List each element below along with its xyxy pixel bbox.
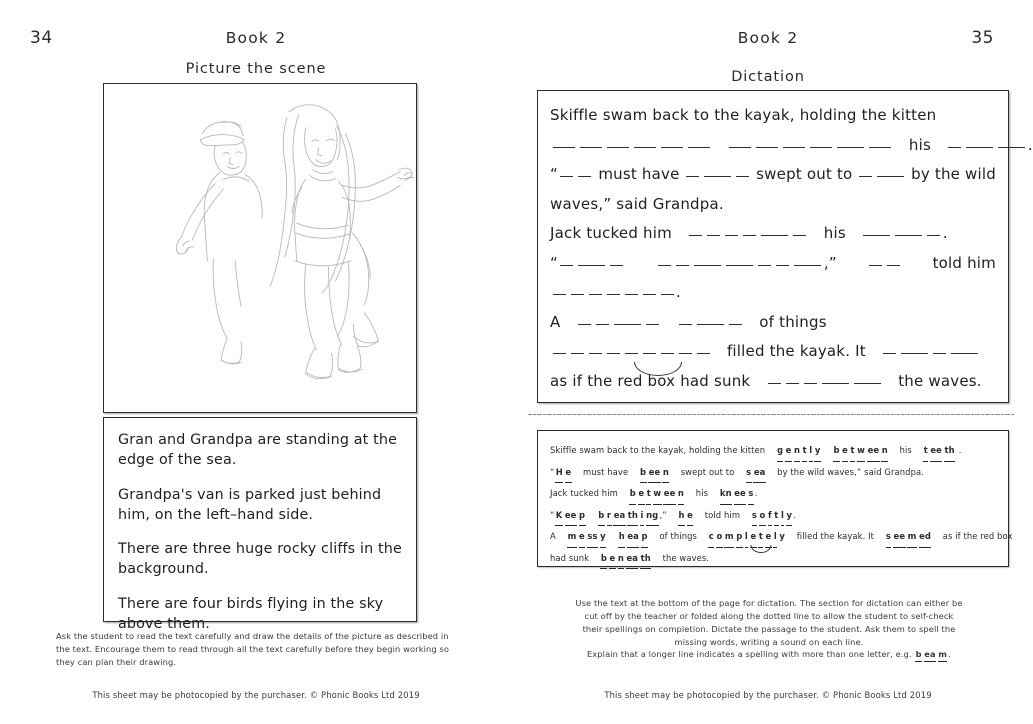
period: . <box>676 283 681 301</box>
blank[interactable] <box>869 147 891 148</box>
blank[interactable] <box>726 265 753 266</box>
period: . <box>942 224 948 242</box>
blank[interactable] <box>596 324 609 325</box>
period: . <box>958 445 962 455</box>
dictation-segment <box>867 249 903 279</box>
blank[interactable] <box>694 265 721 266</box>
period: . <box>793 509 797 520</box>
blank[interactable] <box>688 147 710 148</box>
blank[interactable] <box>948 147 961 148</box>
blank[interactable] <box>859 176 872 177</box>
answer-text: had sunk <box>550 552 590 563</box>
blank[interactable] <box>901 353 928 354</box>
dictation-segment <box>684 160 752 190</box>
blank[interactable] <box>704 176 731 177</box>
dictation-segment: “ <box>550 249 626 279</box>
blank[interactable] <box>768 383 781 384</box>
book-title-left: Book 2 <box>225 29 287 47</box>
illustration-gran-and-grandpa <box>104 84 416 412</box>
answer-text: Skiffle swam back to the kayak, holding the kitten <box>550 445 766 455</box>
teacher-note-right <box>574 597 964 662</box>
period: . <box>754 488 758 498</box>
answer-line <box>550 462 996 484</box>
answer-text: the waves. <box>662 552 710 563</box>
answer-text: his <box>899 445 912 455</box>
blank[interactable] <box>625 294 638 295</box>
blank[interactable] <box>756 147 778 148</box>
blank[interactable] <box>887 265 900 266</box>
dictation-line <box>550 190 996 220</box>
page-number-left: 34 <box>30 28 53 48</box>
dictation-text: A <box>550 312 561 331</box>
answer-text: by the wild waves,” said Grandpa. <box>777 466 925 477</box>
blank[interactable] <box>729 324 742 325</box>
dictation-text: of things <box>759 312 827 331</box>
blank[interactable] <box>837 147 864 148</box>
blank[interactable] <box>933 353 946 354</box>
section-title-picture-the-scene: Picture the scene <box>185 61 327 77</box>
blank[interactable] <box>589 353 602 354</box>
page-number-right: 35 <box>971 28 994 48</box>
dictation-exercise-box[interactable] <box>537 90 1033 403</box>
scene-description-box <box>103 417 417 633</box>
dictation-line <box>550 101 996 131</box>
blank[interactable] <box>689 235 702 236</box>
answer-line <box>550 440 996 462</box>
dictation-line <box>550 131 1033 161</box>
blank[interactable] <box>658 265 671 266</box>
blank[interactable] <box>793 235 806 236</box>
dictation-text: filled the kayak. It <box>726 342 866 360</box>
graphemes-between: b e t w ee n <box>628 488 685 498</box>
answer-text: Jack tucked him <box>550 488 618 498</box>
blank[interactable] <box>869 265 882 266</box>
dictation-segment <box>857 160 907 190</box>
blank[interactable] <box>643 353 656 354</box>
blank[interactable] <box>686 176 699 177</box>
answer-text: of things <box>659 531 697 541</box>
section-title-dictation: Dictation <box>731 69 805 85</box>
period: . <box>1027 135 1033 154</box>
copyright-right: This sheet may be photocopied by the purchaser. © Phonic Books Ltd 2019 <box>604 690 932 700</box>
blank[interactable] <box>578 324 591 325</box>
blank[interactable] <box>794 265 821 266</box>
blank[interactable] <box>610 265 623 266</box>
blank[interactable] <box>560 176 573 177</box>
scene-sentence: There are three huge rocky cliffs in the background. <box>118 541 402 578</box>
dictation-segment: “ <box>550 160 594 190</box>
dictation-text: his <box>908 135 931 154</box>
answer-line <box>550 526 1013 548</box>
blank[interactable] <box>553 353 566 354</box>
blank[interactable] <box>589 294 602 295</box>
graphemes-beneath: b e n ea th <box>600 553 652 563</box>
answer-text: filled the kayak. It <box>796 531 875 541</box>
dictation-text: by the wild <box>911 165 996 183</box>
scene-sentence: Gran and Grandpa are standing at the edge of the sea. <box>118 432 398 469</box>
graphemes-sea: s ea <box>745 467 767 477</box>
blank[interactable] <box>553 147 575 148</box>
answer-text: told him <box>704 509 741 520</box>
answer-text: as if the red box <box>942 531 1013 541</box>
dictation-line <box>550 337 996 367</box>
blank[interactable] <box>761 235 788 236</box>
answer-line <box>550 548 996 570</box>
answer-text: his <box>695 488 709 498</box>
blank[interactable] <box>676 265 689 266</box>
blank[interactable] <box>578 265 605 266</box>
dictation-text: Jack tucked him <box>550 224 672 242</box>
dictation-text: as if the red box had sunk <box>550 371 751 390</box>
drawing-area[interactable] <box>103 83 417 413</box>
blank[interactable] <box>877 176 904 177</box>
blank[interactable] <box>783 147 805 148</box>
graphemes-seemed: s ee m ed <box>885 531 933 541</box>
blank[interactable] <box>661 353 674 354</box>
blank[interactable] <box>883 353 896 354</box>
open-quote: “ <box>550 509 555 520</box>
blank[interactable] <box>998 147 1025 148</box>
graphemes-keep: K ee p <box>554 510 586 520</box>
answer-text: A <box>550 531 556 541</box>
right-page <box>512 0 1033 724</box>
blank[interactable] <box>634 147 656 148</box>
blank[interactable] <box>758 265 771 266</box>
blank[interactable] <box>804 383 817 384</box>
blank[interactable] <box>863 235 890 236</box>
blank[interactable] <box>707 235 720 236</box>
dictation-text: told him <box>932 253 996 272</box>
graphemes-gently: g e n t l y <box>776 445 825 455</box>
graphemes-softly: s o f t l y <box>751 510 794 520</box>
blank[interactable] <box>607 147 629 148</box>
graphemes-he: h e <box>677 510 694 520</box>
dictation-text: swept out to <box>756 165 853 183</box>
blank[interactable] <box>697 353 710 354</box>
answer-text: swept out to <box>680 466 735 477</box>
blank[interactable] <box>614 324 641 325</box>
fold-dotted-line <box>528 414 1014 415</box>
blank[interactable] <box>607 353 620 354</box>
close-quote: ,” <box>659 509 667 520</box>
blank[interactable] <box>607 294 620 295</box>
dictation-line <box>550 219 996 249</box>
open-quote: “ <box>550 466 555 477</box>
dictation-text: Skiffle swam back to the kayak, holding the kitten <box>550 106 937 124</box>
blank[interactable] <box>661 294 674 295</box>
dictation-line <box>550 249 996 279</box>
answer-key-box <box>537 430 1013 567</box>
dictation-line <box>550 367 996 397</box>
graphemes-breathing: b r ea th i ng <box>597 510 660 520</box>
blank[interactable] <box>646 324 659 325</box>
dictation-text: waves,” said Grandpa. <box>550 194 724 213</box>
blank[interactable] <box>697 324 724 325</box>
answer-text: must have <box>583 466 629 477</box>
book-title-right: Book 2 <box>737 29 799 47</box>
dictation-text: his <box>823 224 846 242</box>
answer-line <box>550 483 996 505</box>
blank[interactable] <box>661 147 683 148</box>
blank[interactable] <box>553 294 566 295</box>
blank[interactable] <box>643 294 656 295</box>
blank[interactable] <box>776 265 789 266</box>
blank[interactable] <box>679 353 692 354</box>
answer-line <box>550 505 996 527</box>
blank[interactable] <box>736 176 749 177</box>
blank[interactable] <box>951 353 978 354</box>
copyright-left: This sheet may be photocopied by the purchaser. © Phonic Books Ltd 2019 <box>92 690 420 700</box>
blank[interactable] <box>854 383 881 384</box>
graphemes-he: H e <box>554 467 572 477</box>
blank[interactable] <box>895 235 922 236</box>
blank[interactable] <box>966 147 993 148</box>
teacher-note-example-line: Explain that a longer line indicates a spelling with more than one letter, e.g. b ea m. <box>587 649 951 659</box>
blank[interactable] <box>571 294 584 295</box>
scene-sentence: Grandpa's van is parked just behind him, on the left–hand side. <box>118 486 382 523</box>
left-page <box>0 0 512 724</box>
graphemes-completely: c o m p l e t e l y <box>708 526 787 548</box>
graphemes-teeth: t ee th <box>922 445 958 455</box>
dictation-line <box>550 308 996 338</box>
graphemes-messy: m e ss y <box>566 531 607 541</box>
blank[interactable] <box>822 383 849 384</box>
blank[interactable] <box>786 383 799 384</box>
graphemes-between: b e t w ee n <box>832 445 892 455</box>
dictation-line <box>550 160 996 190</box>
graphemes-heap: h ea p <box>618 531 649 541</box>
dictation-text: the waves. <box>898 371 982 390</box>
dictation-segment: ,” <box>656 249 837 279</box>
graphemes-been: b ee n <box>639 467 670 477</box>
blank[interactable] <box>571 353 584 354</box>
blank[interactable] <box>729 147 751 148</box>
blank[interactable] <box>927 235 940 236</box>
dictation-text: must have <box>598 165 680 183</box>
blank[interactable] <box>725 235 738 236</box>
split-digraph-blank-group[interactable] <box>640 337 676 367</box>
blank[interactable] <box>679 324 692 325</box>
teacher-note-left: Ask the student to read the text carefully and draw the details of the picture as described in the text. Encourage them to read through all the text carefully before they begin working so they can plan their drawing. <box>56 631 450 667</box>
blank[interactable] <box>743 235 756 236</box>
teacher-note-paragraph: Use the text at the bottom of the page for dictation. The section for dictation can either be cut off by the teacher or folded along the dotted line to allow the student to self-check their spellings on completion. Dictate the passage to the student. Ask them to spell the missing words, writing a sound on each line. <box>575 598 963 647</box>
blank[interactable] <box>810 147 832 148</box>
blank[interactable] <box>578 176 591 177</box>
graphemes-knees: kn ee s <box>719 488 755 498</box>
blank[interactable] <box>560 265 573 266</box>
scene-sentence: There are four birds flying in the sky above them. <box>118 595 384 633</box>
blank[interactable] <box>580 147 602 148</box>
split-digraph-e-e: e t e <box>749 526 772 548</box>
blank[interactable] <box>625 353 638 354</box>
dictation-line <box>550 278 996 308</box>
